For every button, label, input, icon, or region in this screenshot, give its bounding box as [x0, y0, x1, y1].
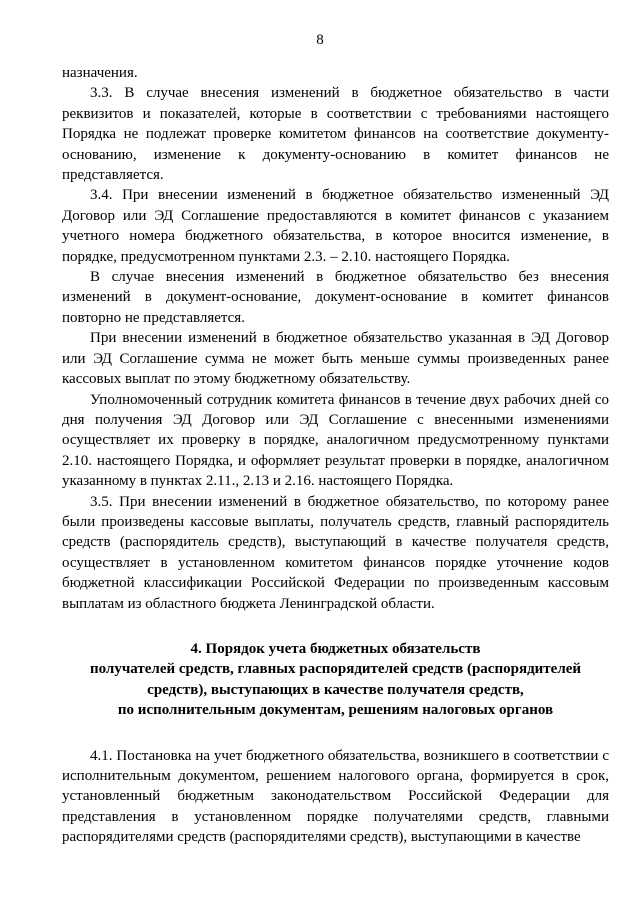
- page-number: 8: [316, 32, 324, 48]
- document-body: [62, 63, 609, 848]
- paragraph: Уполномоченный сотрудник комитета финансов в течение двух рабочих дней со дня получения ЭД Договор или ЭД Соглашение с внесенными изменениями осуществляет их проверку в порядке, аналогичном предусмотренному пунктами 2.10. настоящего Порядка, и оформляет результат проверки в порядке, аналогичном указанному в пунктах 2.11., 2.13 и 2.16. настоящего Порядка.: [62, 391, 609, 490]
- section-heading-line: 4. Порядок учета бюджетных обязательств: [190, 640, 481, 657]
- paragraph: При внесении изменений в бюджетное обязательство указанная в ЭД Договор или ЭД Соглашение сумма не может быть меньше суммы произведенных ранее кассовых выплат по этому бюджетному обязательству.: [62, 330, 609, 388]
- section-heading-line: средств), выступающих в качестве получателя средств,: [147, 681, 524, 698]
- paragraph-3-5: 3.5. При внесении изменений в бюджетное обязательство, по которому ранее были произведены кассовые выплаты, получатель средств, главный распорядитель средств (распорядитель средств), выступающий в качестве получателя средств, осуществляет в установленном комитетом финансов порядке уточнение кодов бюджетной классификации Российской Федерации по произведенным кассовым выплатам из областного бюджета Ленинградской области.: [62, 493, 609, 612]
- paragraph-3-4: 3.4. При внесении изменений в бюджетное обязательство измененный ЭД Договор или ЭД Соглашение предоставляются в комитет финансов с указанием учетного номера бюджетного обязательства, в которое вносится изменение, в порядке, предусмотренном пунктами 2.3. – 2.10. настоящего Порядка.: [62, 187, 609, 265]
- paragraph: В случае внесения изменений в бюджетное обязательство без внесения изменений в документ-основание, документ-основание в комитет финансов повторно не представляется.: [62, 269, 609, 326]
- section-heading-line: по исполнительным документам, решениям налоговых органов: [117, 702, 554, 719]
- section-heading-line: получателей средств, главных распорядителей средств (распорядителей: [89, 661, 582, 678]
- paragraph-3-3: 3.3. В случае внесения изменений в бюджетное обязательство в части реквизитов и показателей, которые в соответствии с требованиями настоящего Порядка не подлежат проверке комитетом финансов на соответствие документу-основанию, изменение к документу-основанию в комитет финансов не представляется.: [62, 85, 609, 184]
- section-heading: [62, 639, 609, 721]
- paragraph: назначения.: [62, 65, 138, 81]
- paragraph-4-1: 4.1. Постановка на учет бюджетного обязательства, возникшего в соответствии с исполнительным документом, решением налогового органа, формируется в срок, установленный бюджетным законодательством Российской Федерации для представления в установленном порядке получателями средств, главными распорядителями средств (распорядителями средств), выступающими в качестве: [62, 747, 609, 846]
